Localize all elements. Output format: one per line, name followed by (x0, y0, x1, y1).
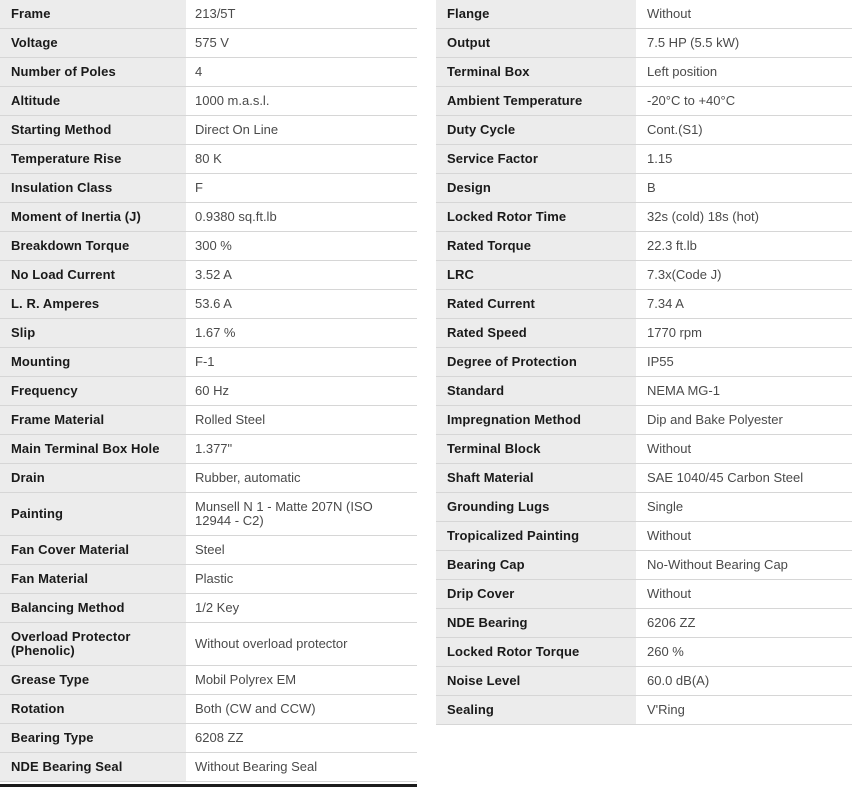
spec-label: Output (436, 29, 636, 57)
spec-row (0, 666, 417, 695)
spec-label: Rotation (0, 695, 186, 723)
spec-row (436, 348, 852, 377)
spec-label: Breakdown Torque (0, 232, 186, 260)
spec-label: Locked Rotor Torque (436, 638, 636, 666)
spec-label: Terminal Box (436, 58, 636, 86)
spec-value: 0.9380 sq.ft.lb (186, 203, 417, 231)
spec-label: Shaft Material (436, 464, 636, 492)
spec-label: Altitude (0, 87, 186, 115)
spec-label: Grounding Lugs (436, 493, 636, 521)
spec-value: F-1 (186, 348, 417, 376)
spec-row (436, 377, 852, 406)
spec-row (436, 261, 852, 290)
spec-row (0, 565, 417, 594)
spec-label: Temperature Rise (0, 145, 186, 173)
spec-row (436, 493, 852, 522)
spec-row (0, 319, 417, 348)
spec-label: Slip (0, 319, 186, 347)
spec-value: 80 K (186, 145, 417, 173)
spec-label: Mounting (0, 348, 186, 376)
spec-label: No Load Current (0, 261, 186, 289)
spec-value: 1/2 Key (186, 594, 417, 622)
spec-label: Standard (436, 377, 636, 405)
spec-value: Without (636, 522, 852, 550)
spec-value: -20°C to +40°C (636, 87, 852, 115)
spec-row (0, 58, 417, 87)
spec-row (0, 377, 417, 406)
spec-row (436, 435, 852, 464)
spec-value: Without overload protector (186, 623, 417, 665)
spec-value: 60.0 dB(A) (636, 667, 852, 695)
spec-row (0, 116, 417, 145)
spec-value: SAE 1040/45 Carbon Steel (636, 464, 852, 492)
spec-value: Both (CW and CCW) (186, 695, 417, 723)
spec-value: Rubber, automatic (186, 464, 417, 492)
spec-label: L. R. Amperes (0, 290, 186, 318)
spec-label: Bearing Type (0, 724, 186, 752)
spec-value: 60 Hz (186, 377, 417, 405)
spec-row (436, 319, 852, 348)
spec-value: 1000 m.a.s.l. (186, 87, 417, 115)
spec-row (0, 261, 417, 290)
spec-value: 1.15 (636, 145, 852, 173)
spec-label: Service Factor (436, 145, 636, 173)
spec-row (436, 116, 852, 145)
spec-row (436, 406, 852, 435)
spec-row (0, 695, 417, 724)
spec-value: Munsell N 1 - Matte 207N (ISO 12944 - C2) (186, 493, 417, 535)
spec-value: NEMA MG-1 (636, 377, 852, 405)
spec-value: Single (636, 493, 852, 521)
spec-value: 1.377" (186, 435, 417, 463)
spec-value: 4 (186, 58, 417, 86)
spec-label: Fan Cover Material (0, 536, 186, 564)
spec-value: 7.3x(Code J) (636, 261, 852, 289)
spec-label: Frame (0, 0, 186, 28)
spec-row (0, 594, 417, 623)
spec-label: NDE Bearing Seal (0, 753, 186, 781)
left-spec-table (0, 0, 417, 782)
spec-row (436, 290, 852, 319)
spec-value: Without (636, 435, 852, 463)
spec-value: Mobil Polyrex EM (186, 666, 417, 694)
spec-value: Cont.(S1) (636, 116, 852, 144)
spec-label: Tropicalized Painting (436, 522, 636, 550)
spec-row (0, 464, 417, 493)
cutoff-next-section-bar (0, 784, 417, 787)
spec-row (436, 551, 852, 580)
spec-value: Without (636, 580, 852, 608)
spec-label: Painting (0, 493, 186, 535)
spec-row (436, 580, 852, 609)
spec-value: IP55 (636, 348, 852, 376)
spec-label: Fan Material (0, 565, 186, 593)
spec-label: Main Terminal Box Hole (0, 435, 186, 463)
spec-row (436, 0, 852, 29)
spec-value: 3.52 A (186, 261, 417, 289)
spec-label: Design (436, 174, 636, 202)
spec-row (436, 203, 852, 232)
spec-value: 1770 rpm (636, 319, 852, 347)
spec-value: B (636, 174, 852, 202)
spec-label: Rated Speed (436, 319, 636, 347)
spec-row (0, 0, 417, 29)
spec-row (0, 753, 417, 782)
spec-value: 300 % (186, 232, 417, 260)
spec-row (0, 435, 417, 464)
spec-value: 7.34 A (636, 290, 852, 318)
spec-row (0, 203, 417, 232)
spec-label: Overload Protector (Phenolic) (0, 623, 186, 665)
spec-row (0, 406, 417, 435)
spec-row (436, 29, 852, 58)
spec-column-right (436, 0, 852, 787)
spec-value: No-Without Bearing Cap (636, 551, 852, 579)
spec-label: Moment of Inertia (J) (0, 203, 186, 231)
spec-row (0, 29, 417, 58)
spec-label: Sealing (436, 696, 636, 724)
spec-row (0, 232, 417, 261)
spec-label: Frame Material (0, 406, 186, 434)
spec-value: 22.3 ft.lb (636, 232, 852, 260)
spec-label: Rated Torque (436, 232, 636, 260)
spec-value: 260 % (636, 638, 852, 666)
spec-label: LRC (436, 261, 636, 289)
spec-label: Duty Cycle (436, 116, 636, 144)
spec-row (0, 724, 417, 753)
spec-value: 6208 ZZ (186, 724, 417, 752)
spec-value: 32s (cold) 18s (hot) (636, 203, 852, 231)
spec-row (436, 145, 852, 174)
spec-row (436, 638, 852, 667)
spec-value: 1.67 % (186, 319, 417, 347)
spec-row (0, 87, 417, 116)
spec-label: Flange (436, 0, 636, 28)
spec-value: V'Ring (636, 696, 852, 724)
right-spec-table (436, 0, 852, 725)
spec-label: Drip Cover (436, 580, 636, 608)
spec-row (436, 174, 852, 203)
spec-value: Direct On Line (186, 116, 417, 144)
spec-value: Without (636, 0, 852, 28)
spec-value: F (186, 174, 417, 202)
spec-row (0, 290, 417, 319)
spec-value: Plastic (186, 565, 417, 593)
spec-row (436, 464, 852, 493)
spec-value: Steel (186, 536, 417, 564)
spec-value: 53.6 A (186, 290, 417, 318)
spec-value: 213/5T (186, 0, 417, 28)
spec-label: NDE Bearing (436, 609, 636, 637)
spec-label: Grease Type (0, 666, 186, 694)
spec-row (0, 348, 417, 377)
spec-label: Rated Current (436, 290, 636, 318)
spec-label: Voltage (0, 29, 186, 57)
spec-label: Terminal Block (436, 435, 636, 463)
spec-row (436, 522, 852, 551)
spec-row (436, 87, 852, 116)
spec-row (0, 145, 417, 174)
spec-value: Rolled Steel (186, 406, 417, 434)
spec-row (0, 536, 417, 565)
spec-label: Starting Method (0, 116, 186, 144)
spec-label: Frequency (0, 377, 186, 405)
spec-row (0, 623, 417, 666)
spec-value: Left position (636, 58, 852, 86)
spec-label: Insulation Class (0, 174, 186, 202)
spec-label: Impregnation Method (436, 406, 636, 434)
spec-label: Drain (0, 464, 186, 492)
spec-row (436, 58, 852, 87)
spec-label: Locked Rotor Time (436, 203, 636, 231)
spec-value: 7.5 HP (5.5 kW) (636, 29, 852, 57)
spec-value: 575 V (186, 29, 417, 57)
spec-row (436, 232, 852, 261)
spec-row (0, 174, 417, 203)
spec-row (436, 696, 852, 725)
spec-value: Without Bearing Seal (186, 753, 417, 781)
spec-label: Bearing Cap (436, 551, 636, 579)
spec-value: Dip and Bake Polyester (636, 406, 852, 434)
spec-column-left (0, 0, 417, 787)
spec-label: Degree of Protection (436, 348, 636, 376)
spec-label: Balancing Method (0, 594, 186, 622)
spec-row (436, 609, 852, 638)
spec-label: Ambient Temperature (436, 87, 636, 115)
spec-value: 6206 ZZ (636, 609, 852, 637)
spec-row (436, 667, 852, 696)
spec-row (0, 493, 417, 536)
spec-label: Noise Level (436, 667, 636, 695)
spec-label: Number of Poles (0, 58, 186, 86)
